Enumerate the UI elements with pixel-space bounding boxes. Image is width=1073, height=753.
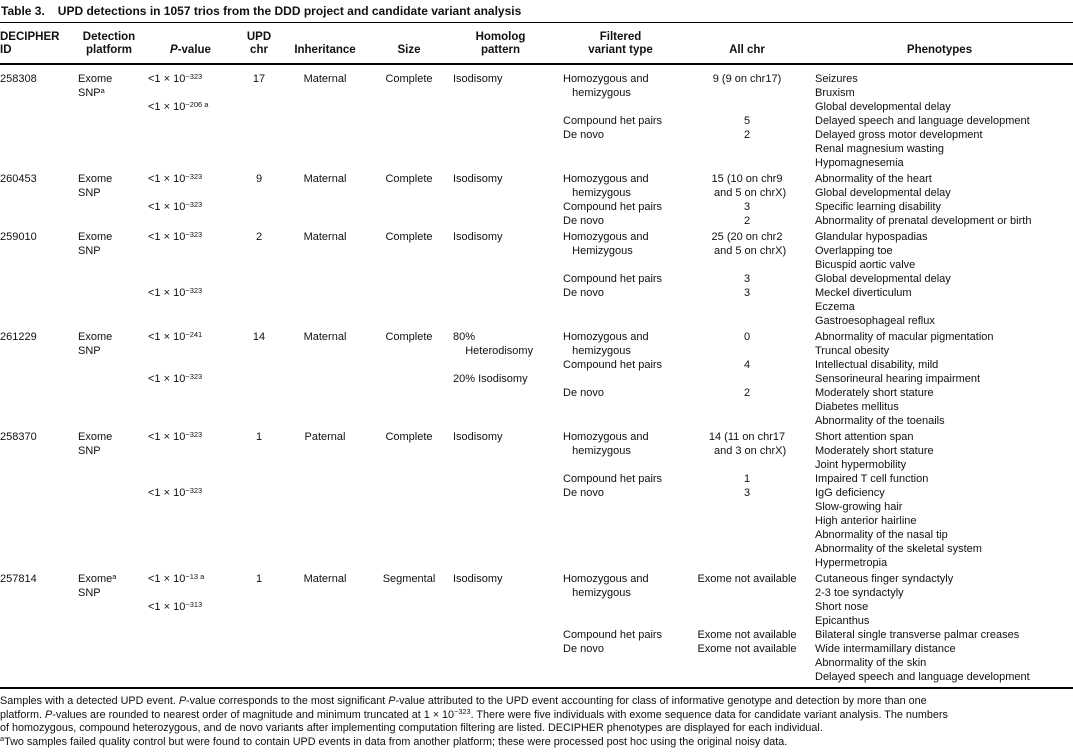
column-header-phenotypes: Phenotypes [906,44,973,56]
cell-platform [75,572,143,600]
cell-updchr [238,172,280,186]
cell-homolog [448,172,553,186]
cell-size [370,330,448,344]
column-header-pvalue: P-value [170,44,211,56]
cell-line: Abnormality of the heart [815,173,932,185]
cell-platform [75,72,143,100]
cell-line: 1 [255,431,263,443]
cell-line [688,100,806,114]
cell-id [0,72,75,86]
cell-line: Epicanthus [815,615,870,627]
cell-id [0,330,75,344]
cell-line: Bicuspid aortic valve [815,259,916,271]
cell-pvalue [143,572,238,614]
cell-line: Hypomagnesemia [815,157,904,169]
cell-line: hemizygous [563,87,631,99]
cell-line: Hypermetropia [815,557,888,569]
cell-line: 5 [743,115,751,127]
cell-line [688,344,806,358]
footnote-line: $^a$Two samples failed quality control but were found to contain UPD events in data from another platform; these were processed post hoc using the original noisy data. [0,734,788,748]
cell-phenotypes [806,572,1073,684]
cell-line: Segmental [382,573,436,585]
table-caption: UPD detections in 1057 trios from the DDD project and candidate variant analysis [57,4,522,18]
cell-line [563,614,688,628]
cell-line: 258308 [0,73,37,85]
cell-allchr [688,230,806,300]
cell-line: 4 [743,359,751,371]
cell-platform [75,230,143,258]
table-number: Table 3. [1,4,45,18]
cell-line: De novo [563,387,604,399]
cell-updchr [238,330,280,344]
cell-line: Abnormality of the skin [815,657,927,669]
cell-line: Moderately short stature [815,445,934,457]
cell-line [148,344,238,358]
cell-line: 258370 [0,431,37,443]
cell-pvalue [143,72,238,114]
footnote-line: Samples with a detected UPD event. P-value corresponds to the most significant P-value attributed to the UPD event accounting for class of informative genotype and detection by more than one [0,695,927,707]
cell-line: 3 [743,273,751,285]
cell-line: hemizygous [563,587,631,599]
footnotes [0,689,1073,749]
cell-line: Cutaneous finger syndactyly [815,573,954,585]
cell-line: Meckel diverticulum [815,287,912,299]
cell-variant [553,572,688,656]
cell-platform [75,330,143,358]
cell-line [563,600,688,614]
cell-phenotypes [806,230,1073,328]
cell-line: and 3 on chrX) [707,445,787,457]
cell-line: Exome$^a$ [78,571,117,585]
cell-line: Renal magnesium wasting [815,143,945,155]
cell-size [370,230,448,244]
cell-line: 9 [255,173,263,185]
cell-updchr [238,430,280,444]
cell-size [370,72,448,86]
cell-line: Exome not available [697,573,797,585]
cell-allchr [688,330,806,400]
cell-line: Isodisomy [453,431,503,443]
cell-inheritance [280,172,370,186]
cell-line: Exome [78,73,113,85]
cell-line: IgG deficiency [815,487,885,499]
cell-line: and 5 on chrX) [707,187,787,199]
footnote-line: of homozygous, compound heterozygous, and de novo variants after implementing computation filtering are listed. DECIPHER phenotypes are displayed for each individual. [0,722,823,734]
cell-allchr [688,572,806,656]
cell-homolog [448,230,553,244]
cell-line: 2 [255,231,263,243]
cell-homolog [448,330,553,386]
column-header-updchr: UPD chr [246,31,272,56]
cell-line: Abnormality of the nasal tip [815,529,948,541]
cell-line: 1 [255,573,263,585]
cell-line: $<1 \times 10^{-206 a}$ [148,99,209,113]
cell-line [148,358,238,372]
column-header-platform: Detection platform [82,31,136,56]
cell-line: Moderately short stature [815,387,934,399]
table-header-row [0,23,1073,65]
cell-line: Isodisomy [453,573,503,585]
cell-line: Maternal [303,73,347,85]
table-title [0,0,1073,23]
cell-line: $<1 \times 10^{-13 a}$ [148,571,205,585]
cell-line: Homozygous and [563,573,649,585]
cell-line [148,244,238,258]
cell-line: SNP [78,345,101,357]
cell-pvalue [143,172,238,214]
cell-line [563,100,688,114]
cell-line: and 5 on chrX) [707,245,787,257]
cell-line: Global developmental delay [815,187,951,199]
cell-line: Compound het pairs [563,201,663,213]
cell-line: Delayed speech and language development [815,671,1030,683]
cell-variant [553,430,688,500]
cell-line: 14 (11 on chr17 [708,431,786,443]
cell-line: $<1 \times 10^{-323}$ [148,71,203,85]
cell-id [0,430,75,444]
cell-line: Bruxism [815,87,855,99]
cell-line [688,600,806,614]
cell-variant [553,72,688,142]
cell-line: $<1 \times 10^{-323}$ [148,229,203,243]
cell-updchr [238,572,280,586]
cell-line: 261229 [0,331,37,343]
cell-platform [75,430,143,458]
cell-line: Delayed speech and language development [815,115,1030,127]
cell-line: De novo [563,287,604,299]
cell-inheritance [280,330,370,344]
cell-line: Compound het pairs [563,473,663,485]
cell-line: Complete [385,173,433,185]
cell-line: Glandular hypospadias [815,231,928,243]
cell-line [453,358,553,372]
cell-line: Compound het pairs [563,359,663,371]
column-header-size: Size [397,44,421,56]
cell-line [688,614,806,628]
cell-line [688,586,806,600]
cell-line: Global developmental delay [815,273,951,285]
cell-line: 2 [743,129,751,141]
cell-line: 259010 [0,231,37,243]
cell-line: Isodisomy [453,231,503,243]
column-header-homolog: Homolog pattern [475,31,526,56]
cell-line: Exome [78,173,113,185]
cell-line [148,86,238,100]
cell-line: Homozygous and [563,331,649,343]
column-header-id: DECIPHER ID [0,31,60,56]
cell-allchr [688,172,806,228]
cell-line: $<1 \times 10^{-323}$ [148,171,203,185]
cell-id [0,172,75,186]
cell-line: Isodisomy [453,173,503,185]
cell-inheritance [280,230,370,244]
table-row [0,72,1073,170]
cell-homolog [448,430,553,444]
cell-line: Complete [385,73,433,85]
cell-line: 25 (20 on chr2 [711,231,783,243]
cell-line: Heterodisomy [453,345,534,357]
column-header-allchr: All chr [729,44,765,56]
cell-line: Bilateral single transverse palmar creases [815,629,1020,641]
cell-line: $<1 \times 10^{-313}$ [148,599,203,613]
cell-line: Impaired T cell function [815,473,929,485]
cell-pvalue [143,330,238,386]
cell-line: Homozygous and [563,73,649,85]
cell-line: 17 [252,73,266,85]
cell-line: 1 [743,473,751,485]
cell-line: High anterior hairline [815,515,917,527]
cell-line: Overlapping toe [815,245,893,257]
cell-homolog [448,572,553,586]
cell-id [0,230,75,244]
cell-line: Hemizygous [563,245,633,257]
cell-line: SNP$^a$ [78,85,105,99]
cell-line: Diabetes mellitus [815,401,899,413]
cell-line: Exome [78,231,113,243]
cell-line: De novo [563,487,604,499]
cell-line: Delayed gross motor development [815,129,983,141]
cell-line: Exome [78,431,113,443]
cell-allchr [688,430,806,500]
cell-line: Truncal obesity [815,345,890,357]
column-header-variant: Filtered variant type [588,31,653,56]
cell-line: Abnormality of macular pigmentation [815,331,994,343]
cell-pvalue [143,430,238,500]
cell-line [688,458,806,472]
cell-line: $<1 \times 10^{-323}$ [148,429,203,443]
cell-line [688,86,806,100]
cell-line: Sensorineural hearing impairment [815,373,981,385]
cell-line: 257814 [0,573,37,585]
cell-line [148,586,238,600]
cell-line [148,472,238,486]
cell-line: Exome not available [697,629,797,641]
cell-line: SNP [78,587,101,599]
table-body [0,65,1073,689]
cell-phenotypes [806,172,1073,228]
cell-line: Abnormality of the skeletal system [815,543,982,555]
cell-phenotypes [806,72,1073,170]
cell-line: De novo [563,215,604,227]
cell-line: Isodisomy [453,73,503,85]
cell-line: 9 (9 on chr17) [712,73,782,85]
cell-line: Gastroesophageal reflux [815,315,935,327]
cell-phenotypes [806,430,1073,570]
cell-line: Complete [385,231,433,243]
cell-line: Homozygous and [563,173,649,185]
cell-line: $<1 \times 10^{-323}$ [148,485,203,499]
cell-line: Specific learning disability [815,201,941,213]
cell-homolog [448,72,553,86]
table-row [0,430,1073,570]
cell-line: $<1 \times 10^{-323}$ [148,285,203,299]
cell-inheritance [280,572,370,586]
cell-line: 2-3 toe syndactyly [815,587,904,599]
cell-line: SNP [78,445,101,457]
cell-line: Seizures [815,73,858,85]
cell-line: Compound het pairs [563,115,663,127]
cell-inheritance [280,430,370,444]
cell-line [688,258,806,272]
cell-variant [553,230,688,300]
cell-line: hemizygous [563,445,631,457]
cell-line [148,186,238,200]
cell-line: Short nose [815,601,869,613]
table-row [0,330,1073,428]
cell-line: Maternal [303,231,347,243]
cell-line [563,458,688,472]
cell-phenotypes [806,330,1073,428]
cell-line: Compound het pairs [563,273,663,285]
cell-line: 15 (10 on chr9 [711,173,783,185]
cell-line [688,372,806,386]
cell-line: Slow-growing hair [815,501,903,513]
cell-line: Intellectual disability, mild [815,359,939,371]
cell-variant [553,330,688,400]
table-row [0,230,1073,328]
cell-line: Maternal [303,573,347,585]
cell-line: 80% [453,331,476,343]
cell-line [148,258,238,272]
table-row [0,572,1073,684]
cell-variant [553,172,688,228]
cell-allchr [688,72,806,142]
cell-line: 260453 [0,173,37,185]
cell-line: Eczema [815,301,855,313]
cell-line: 14 [252,331,266,343]
footnote-line: platform. P-values are rounded to nearest order of magnitude and minimum truncated at $1 \times 10^{-323}$. There were five individuals with exome sequence data for candidate variant analysis. The numbers [0,707,948,721]
cell-line: 2 [743,215,751,227]
cell-line: Exome not available [697,643,797,655]
column-header-inheritance: Inheritance [294,44,356,56]
cell-line: Homozygous and [563,431,649,443]
cell-line: Joint hypermobility [815,459,907,471]
cell-size [370,572,448,586]
cell-line: Abnormality of the toenails [815,415,945,427]
cell-line: 2 [743,387,751,399]
cell-line: 3 [743,287,751,299]
cell-line: Maternal [303,331,347,343]
cell-line: 20% Isodisomy [453,373,528,385]
cell-inheritance [280,72,370,86]
cell-line: Exome [78,331,113,343]
cell-updchr [238,230,280,244]
cell-platform [75,172,143,200]
cell-line: 0 [743,331,751,343]
cell-line: Complete [385,431,433,443]
cell-line: SNP [78,245,101,257]
cell-line: Paternal [304,431,346,443]
cell-line: De novo [563,643,604,655]
cell-line: De novo [563,129,604,141]
cell-line: Global developmental delay [815,101,951,113]
cell-line: 3 [743,201,751,213]
cell-size [370,430,448,444]
cell-line: Homozygous and [563,231,649,243]
cell-line [148,444,238,458]
cell-line: Short attention span [815,431,914,443]
cell-line: $<1 \times 10^{-241}$ [148,329,203,343]
cell-line: Compound het pairs [563,629,663,641]
cell-line: Complete [385,331,433,343]
cell-line [148,272,238,286]
cell-line: Abnormality of prenatal development or birth [815,215,1032,227]
cell-id [0,572,75,586]
cell-line: $<1 \times 10^{-323}$ [148,199,203,213]
cell-line [148,458,238,472]
cell-pvalue [143,230,238,300]
cell-line: Wide intermamillary distance [815,643,956,655]
cell-updchr [238,72,280,86]
cell-size [370,172,448,186]
cell-line [563,258,688,272]
table-row [0,172,1073,228]
cell-line: Maternal [303,173,347,185]
cell-line: hemizygous [563,345,631,357]
cell-line: SNP [78,187,101,199]
cell-line: $<1 \times 10^{-323}$ [148,371,203,385]
cell-line: 3 [743,487,751,499]
cell-line [563,372,688,386]
cell-line: hemizygous [563,187,631,199]
